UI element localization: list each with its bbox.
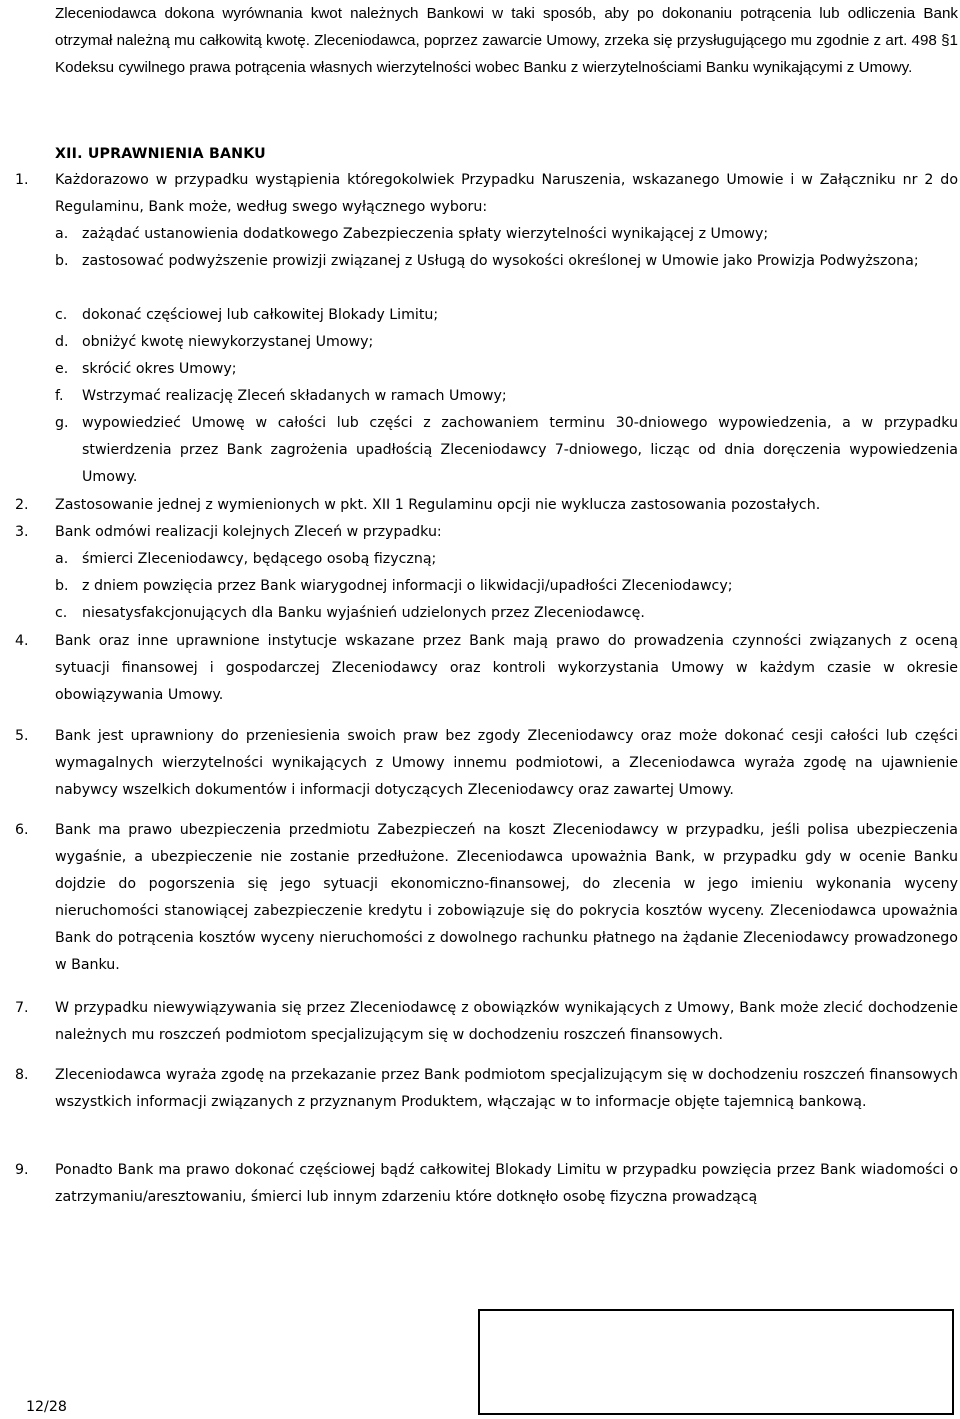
paragraph-number: 6. (15, 822, 29, 838)
item-text: Wstrzymać realizację Zleceń składanych w ramach Umowy; (82, 388, 507, 404)
paragraph-number: 1. (15, 172, 29, 188)
item-text: dokonać częściowej lub całkowitej Blokady Limitu; (82, 307, 439, 323)
item-text: wypowiedzieć Umowę w całości lub części z zachowaniem terminu 30-dniowego wypowiedzenia, a w przypadku stwierdzenia przez Bank zagrożenia upadłością Zleceniodawcy 7-dniowego, licząc od dnia doręczenia wypowiedzenia Umowy. (82, 415, 958, 485)
list-item (55, 221, 958, 248)
paragraph-number: 5. (15, 728, 29, 744)
paragraph-text: Bank odmówi realizacji kolejnych Zleceń w przypadku: (55, 524, 442, 540)
item-text: skrócić okres Umowy; (82, 361, 237, 377)
list-item (55, 600, 958, 627)
paragraph-text: Bank oraz inne uprawnione instytucje wskazane przez Bank mają prawo do prowadzenia czynności związanych z oceną sytuacji finansowej i gospodarczej Zleceniodawcy oraz kontroli wykorzystania Umowy w każdym czasie w okresie obowiązywania Umowy. (55, 633, 958, 703)
list-item (55, 302, 958, 329)
item-letter: a. (55, 551, 69, 567)
item-letter: d. (55, 334, 69, 350)
paragraph-number: 8. (15, 1067, 29, 1083)
item-text: zastosować podwyższenie prowizji związanej z Usługą do wysokości określonej w Umowie jako Prowizja Podwyższona; (82, 253, 919, 269)
item-letter: b. (55, 253, 69, 269)
paragraph-text: Zleceniodawca wyraża zgodę na przekazanie przez Bank podmiotom specjalizującym się w dochodzeniu roszczeń finansowych wszystkich informacji związanych z przyznanym Produktem, włączając w to informacje objęte tajemnicą bankową. (55, 1067, 958, 1110)
list-item (55, 329, 958, 356)
paragraph-text: Zastosowanie jednej z wymienionych w pkt. XII 1 Regulaminu opcji nie wyklucza zastosowania pozostałych. (55, 497, 821, 513)
paragraph-number: 3. (15, 524, 29, 540)
list-item (55, 383, 958, 410)
paragraph-text: Bank jest uprawniony do przeniesienia swoich praw bez zgody Zleceniodawcy oraz może dokonać cesji całości lub części wymagalnych wierzytelności wynikających z Umowy innemu podmiotowi, a Zleceniodawca wyraża zgodę na ujawnienie nabywcy wszelkich dokumentów i informacji dotyczących Zleceniodawcy oraz zawartej Umowy. (55, 728, 958, 798)
item-letter: a. (55, 226, 69, 242)
item-text: zażądać ustanowienia dodatkowego Zabezpieczenia spłaty wierzytelności wynikającej z Umowy; (82, 226, 769, 242)
paragraph-text: Bank ma prawo ubezpieczenia przedmiotu Zabezpieczeń na koszt Zleceniodawcy w przypadku, jeśli polisa ubezpieczenia wygaśnie, a ubezpieczenie nie zostanie przedłużone. Zleceniodawca upoważnia Bank, w przypadku gdy w ocenie Banku dojdzie do pogorszenia się jego sytuacji ekonomiczno-finansowej, do zlecenia w jego imieniu wykonania wyceny nieruchomości stanowiącej zabezpieczenie kredytu i zobowiązuje się do pokrycia kosztów wyceny. Zleceniodawca upoważnia Bank do potrącenia kosztów wyceny nieruchomości z dowolnego rachunku płatnego na żądanie Zleceniodawcy prowadzonego w Banku. (55, 822, 958, 973)
item-letter: b. (55, 578, 69, 594)
paragraph-number: 9. (15, 1162, 29, 1178)
item-text: obniżyć kwotę niewykorzystanej Umowy; (82, 334, 374, 350)
item-letter: g. (55, 415, 69, 431)
paragraph-number: 4. (15, 633, 29, 649)
intro-paragraph: Zleceniodawca dokona wyrównania kwot należnych Bankowi w taki sposób, aby po dokonaniu potrącenia lub odliczenia Bank otrzymał należną mu całkowitą kwotę. Zleceniodawca, poprzez zawarcie Umowy, zrzeka się przysługującego mu zgodnie z art. 498 §1 Kodeksu cywilnego prawa potrącenia własnych wierzytelności wobec Banku z wierzytelnościami Banku wynikającymi z Umowy. (55, 5, 958, 76)
list-item (55, 546, 958, 573)
paragraph-number: 7. (15, 1000, 29, 1016)
paragraph-text: Każdorazowo w przypadku wystąpienia któregokolwiek Przypadku Naruszenia, wskazanego Umowie i w Załączniku nr 2 do Regulaminu, Bank może, według swego wyłącznego wyboru: (55, 172, 958, 215)
paragraph-text: Ponadto Bank ma prawo dokonać częściowej bądź całkowitej Blokady Limitu w przypadku powzięcia przez Bank wiadomości o zatrzymaniu/aresztowaniu, śmierci lub innym zdarzeniu które dotknęło osobę fizyczna prowadzącą (55, 1162, 958, 1205)
item-letter: c. (55, 605, 68, 621)
paragraph-number: 2. (15, 497, 29, 513)
item-text: z dniem powzięcia przez Bank wiarygodnej informacji o likwidacji/upadłości Zleceniodawcy; (82, 578, 733, 594)
list-item (55, 248, 958, 275)
item-letter: f. (55, 388, 64, 404)
section-heading: XII. UPRAWNIENIA BANKU (55, 146, 266, 162)
list-item (55, 573, 958, 600)
list-item (55, 410, 958, 491)
paragraph-text: W przypadku niewywiązywania się przez Zleceniodawcę z obowiązków wynikających z Umowy, Bank może zlecić dochodzenie należnych mu roszczeń podmiotom specjalizującym się w dochodzeniu roszczeń finansowych. (55, 1000, 958, 1043)
item-letter: e. (55, 361, 69, 377)
item-text: śmierci Zleceniodawcy, będącego osobą fizyczną; (82, 551, 437, 567)
item-text: niesatysfakcjonujących dla Banku wyjaśnień udzielonych przez Zleceniodawcę. (82, 605, 645, 621)
signature-box (478, 1309, 954, 1415)
list-item (55, 356, 958, 383)
page-number: 12/28 (26, 1399, 67, 1415)
item-letter: c. (55, 307, 68, 323)
